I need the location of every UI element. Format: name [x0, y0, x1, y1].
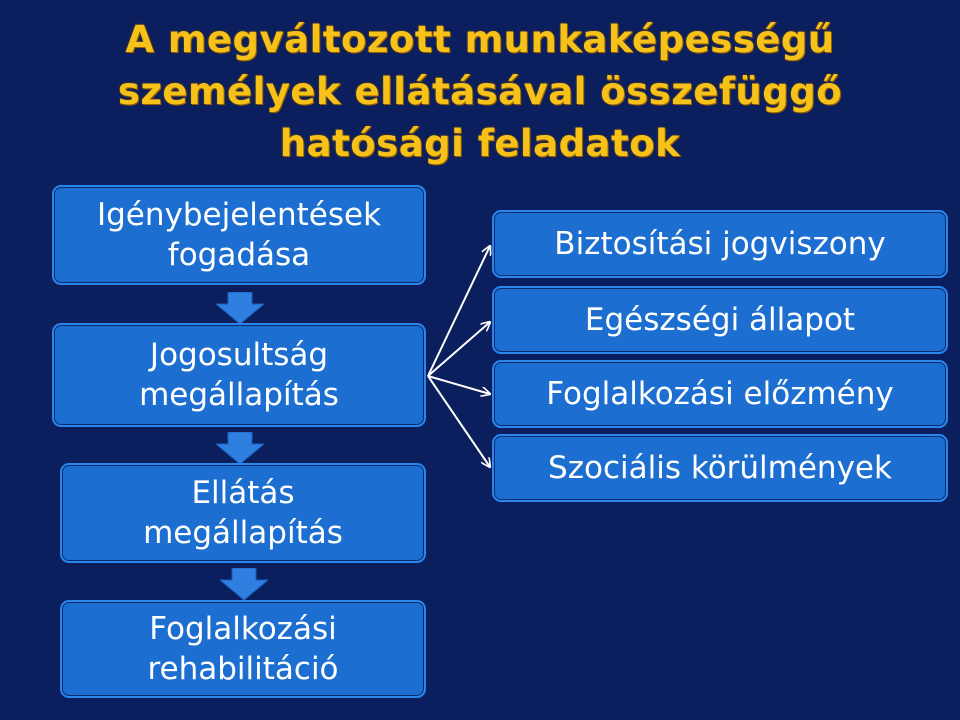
down-arrow-icon — [220, 568, 268, 600]
connector-arrow — [428, 376, 490, 394]
step-box-intake — [52, 185, 426, 285]
step-label-line: fogadása — [167, 237, 311, 273]
criterion-box-social — [492, 434, 948, 502]
connector-arrow — [428, 246, 490, 376]
criterion-box-insurance — [492, 210, 948, 278]
criterion-box-employment-history — [492, 360, 948, 428]
step-box-benefit — [60, 463, 426, 563]
step-label-line: Foglalkozási — [149, 611, 337, 647]
criterion-label: Biztosítási jogviszony — [554, 226, 886, 262]
down-arrow-icon — [216, 292, 264, 324]
title-line-2: személyek ellátásával összefüggő — [117, 70, 843, 113]
step-box-rehabilitation — [60, 600, 426, 698]
step-label-line: megállapítás — [139, 377, 339, 413]
title-line-1: A megváltozott munkaképességű — [125, 18, 835, 61]
step-box-eligibility — [52, 323, 426, 427]
criterion-box-health — [492, 286, 948, 354]
down-arrow-icon — [216, 432, 264, 464]
step-label-line: rehabilitáció — [147, 651, 339, 687]
connector-arrow — [428, 376, 490, 467]
criterion-label: Egészségi állapot — [584, 302, 856, 338]
step-label-line: Igénybejelentések — [96, 197, 382, 233]
step-label-line: Jogosultság — [149, 337, 329, 373]
connector-arrow — [428, 322, 490, 376]
step-label-line: megállapítás — [143, 515, 343, 551]
slide-title — [0, 14, 960, 170]
criterion-label: Szociális körülmények — [548, 450, 892, 486]
title-line-3: hatósági feladatok — [279, 122, 681, 165]
criterion-label: Foglalkozási előzmény — [546, 376, 894, 412]
step-label-line: Ellátás — [191, 475, 295, 511]
